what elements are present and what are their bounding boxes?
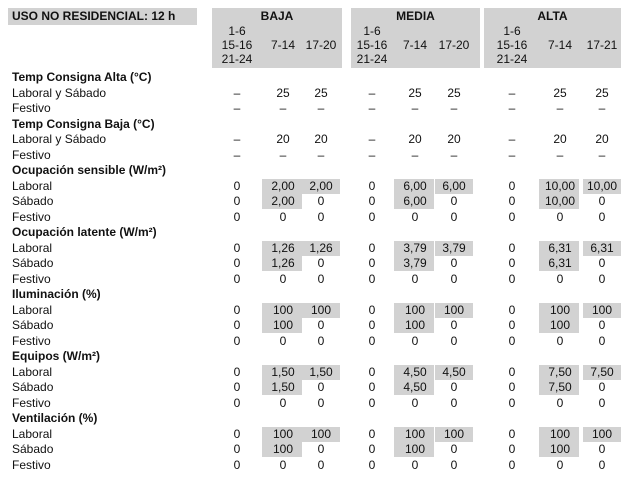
table-cell: 0	[317, 194, 325, 208]
table-cell: 7,50	[548, 364, 572, 379]
table-cell: –	[450, 147, 458, 162]
table-cell: –	[233, 147, 241, 162]
table-cell: –	[556, 101, 564, 115]
period-header: 1-6 15-16 21-24	[496, 24, 528, 66]
table-cell: 0	[368, 302, 376, 317]
table-cell: –	[233, 101, 241, 115]
table-cell: 0	[598, 457, 606, 472]
row-label: Festivo	[12, 457, 51, 472]
table-cell: 0	[368, 240, 376, 255]
table-cell: 0	[233, 364, 241, 379]
table-cell: 100	[549, 442, 571, 456]
section-title: Iluminación (%)	[12, 287, 101, 301]
table-cell: 100	[272, 318, 294, 332]
table-cell: 0	[233, 194, 241, 208]
table-cell: 25	[408, 85, 422, 100]
table-cell: 0	[317, 333, 325, 348]
row-label: Sábado	[12, 194, 54, 208]
table-cell: 0	[450, 194, 458, 208]
group-header-label: ALTA	[537, 9, 568, 23]
row-label: Sábado	[12, 442, 54, 456]
row-label: Laboral	[12, 240, 53, 255]
table-cell: –	[508, 85, 516, 100]
table-cell: 10,00	[544, 178, 576, 193]
table-cell: 1,26	[309, 240, 333, 255]
table-cell: 25	[276, 85, 290, 100]
section-title: Ocupación latente (W/m²)	[12, 225, 157, 239]
table-cell: 0	[450, 271, 458, 286]
row-label: Festivo	[12, 271, 51, 286]
table-cell: 100	[404, 302, 426, 317]
row-label: Laboral y Sábado	[12, 132, 107, 146]
table-cell: 100	[310, 302, 332, 317]
table-cell: 100	[272, 426, 294, 441]
table-cell: 0	[508, 178, 516, 193]
table-cell: 0	[233, 178, 241, 193]
row-label: Sábado	[12, 380, 54, 394]
table-cell: 0	[411, 333, 419, 348]
table-cell: 0	[317, 395, 325, 410]
table-cell: 100	[549, 318, 571, 332]
table-cell: 0	[508, 302, 516, 317]
table-cell: 0	[368, 380, 376, 394]
row-label: Laboral	[12, 302, 53, 317]
table-cell: 0	[598, 271, 606, 286]
table-cell: 0	[508, 333, 516, 348]
table-cell: 0	[450, 209, 458, 224]
table-cell: –	[317, 147, 325, 162]
table-cell: 0	[411, 395, 419, 410]
table-cell: 100	[272, 442, 294, 456]
table-cell: 0	[279, 333, 287, 348]
table-cell: 0	[368, 194, 376, 208]
table-cell: 0	[317, 442, 325, 456]
table-cell: 20	[553, 132, 567, 146]
table-cell: 7,50	[590, 364, 614, 379]
table-cell: –	[508, 147, 516, 162]
table-cell: 25	[447, 85, 461, 100]
table-cell: 0	[556, 395, 564, 410]
table-cell: 0	[450, 256, 458, 270]
section-title: Ventilación (%)	[12, 411, 98, 425]
table-cell: 0	[279, 271, 287, 286]
table-cell: 25	[553, 85, 567, 100]
table-cell: 1,50	[271, 380, 295, 394]
table-cell: 10,00	[544, 194, 576, 208]
table-cell: 0	[556, 333, 564, 348]
table-cell: 0	[279, 457, 287, 472]
table-cell: –	[598, 101, 606, 115]
table-cell: 100	[310, 426, 332, 441]
table-cell: 100	[443, 426, 465, 441]
row-label: Laboral	[12, 178, 53, 193]
table-cell: 0	[508, 240, 516, 255]
table-cell: 0	[508, 364, 516, 379]
table-cell: –	[556, 147, 564, 162]
table-cell: 0	[368, 256, 376, 270]
table-cell: 3,79	[403, 240, 427, 255]
table-cell: 0	[598, 209, 606, 224]
table-cell: –	[508, 132, 516, 146]
table-cell: 0	[508, 271, 516, 286]
row-label: Laboral	[12, 364, 53, 379]
table-cell: –	[233, 132, 241, 146]
table-cell: 0	[368, 442, 376, 456]
table-cell: 0	[411, 209, 419, 224]
table-cell: 0	[368, 364, 376, 379]
table-cell: 100	[591, 426, 613, 441]
table-cell: 0	[233, 318, 241, 332]
table-cell: 0	[368, 271, 376, 286]
table-cell: 0	[411, 457, 419, 472]
table-cell: 0	[233, 442, 241, 456]
row-label: Sábado	[12, 256, 54, 270]
table-cell: 0	[368, 426, 376, 441]
table-cell: 100	[404, 318, 426, 332]
table-cell: 0	[508, 395, 516, 410]
table-cell: 20	[408, 132, 422, 146]
group-header-label: MEDIA	[396, 9, 435, 23]
table-cell: 0	[233, 209, 241, 224]
table-cell: 100	[549, 426, 571, 441]
period-header: 7-14	[270, 38, 296, 52]
table-cell: 0	[368, 318, 376, 332]
table-cell: 0	[279, 209, 287, 224]
period-header: 7-14	[547, 38, 573, 52]
table-cell: 0	[508, 457, 516, 472]
table-cell: 0	[598, 380, 606, 394]
table-cell: 100	[443, 302, 465, 317]
table-cell: –	[368, 85, 376, 100]
table-cell: 4,50	[403, 380, 427, 394]
table-cell: –	[233, 85, 241, 100]
section-title: Temp Consigna Alta (°C)	[12, 70, 152, 84]
table-cell: 0	[317, 380, 325, 394]
table-cell: 20	[447, 132, 461, 146]
table-cell: 0	[598, 194, 606, 208]
table-cell: 100	[404, 442, 426, 456]
table-cell: 0	[508, 194, 516, 208]
table-cell: 4,50	[403, 364, 427, 379]
table-cell: 25	[314, 85, 328, 100]
table-cell: 0	[508, 209, 516, 224]
table-cell: 6,00	[403, 178, 427, 193]
table-cell: –	[598, 147, 606, 162]
table-cell: 0	[233, 256, 241, 270]
table-cell: –	[450, 101, 458, 115]
period-header: 17-20	[438, 38, 470, 52]
row-label: Festivo	[12, 101, 51, 115]
table-cell: –	[508, 101, 516, 115]
table-cell: –	[279, 101, 287, 115]
table-cell: 0	[508, 380, 516, 394]
period-header: 1-6 15-16 21-24	[356, 24, 388, 66]
table-cell: 2,00	[271, 178, 295, 193]
table-cell: 0	[279, 395, 287, 410]
table-cell: 7,50	[548, 380, 572, 394]
section-title: Ocupación sensible (W/m²)	[12, 163, 167, 177]
period-header: 7-14	[402, 38, 428, 52]
group-header-label: BAJA	[260, 9, 294, 23]
table-cell: –	[368, 101, 376, 115]
table-cell: 0	[368, 178, 376, 193]
table-cell: 6,31	[590, 240, 614, 255]
row-label: Festivo	[12, 333, 51, 348]
table-cell: 100	[272, 302, 294, 317]
table-cell: 6,00	[442, 178, 466, 193]
table-cell: 0	[556, 271, 564, 286]
table-cell: –	[368, 147, 376, 162]
table-cell: 0	[317, 318, 325, 332]
row-label: Festivo	[12, 209, 51, 224]
table-cell: 0	[368, 209, 376, 224]
table-cell: 10,00	[586, 178, 618, 193]
table-cell: 0	[556, 209, 564, 224]
table-cell: 0	[233, 302, 241, 317]
table-cell: 100	[549, 302, 571, 317]
table-cell: –	[279, 147, 287, 162]
table-cell: 2,00	[271, 194, 295, 208]
row-label: Festivo	[12, 147, 51, 162]
table-cell: 0	[368, 333, 376, 348]
table-cell: 0	[317, 271, 325, 286]
table-cell: 0	[450, 380, 458, 394]
table-cell: 20	[595, 132, 609, 146]
table-cell: 0	[368, 457, 376, 472]
section-title: Equipos (W/m²)	[12, 349, 100, 363]
period-header: 1-6 15-16 21-24	[221, 24, 253, 66]
table-cell: –	[368, 132, 376, 146]
table-cell: 0	[450, 318, 458, 332]
table-cell: 0	[317, 256, 325, 270]
period-header: 17-20	[305, 38, 337, 52]
table-cell: –	[317, 101, 325, 115]
table-cell: 0	[233, 426, 241, 441]
table-cell: 0	[233, 333, 241, 348]
row-label: Laboral y Sábado	[12, 85, 107, 100]
table-cell: 0	[450, 395, 458, 410]
table-cell: 0	[233, 457, 241, 472]
table-cell: 1,26	[271, 240, 295, 255]
row-label: Festivo	[12, 395, 51, 410]
table-cell: 0	[598, 256, 606, 270]
table-cell: 0	[598, 442, 606, 456]
table-cell: 25	[595, 85, 609, 100]
table-cell: 0	[450, 457, 458, 472]
table-cell: 6,31	[548, 256, 572, 270]
table-cell: 20	[314, 132, 328, 146]
table-cell: 0	[508, 426, 516, 441]
table-cell: 1,50	[271, 364, 295, 379]
table-cell: 100	[591, 302, 613, 317]
table-cell: 0	[598, 318, 606, 332]
table-cell: 0	[317, 457, 325, 472]
table-cell: 6,31	[548, 240, 572, 255]
section-title: Temp Consigna Baja (°C)	[12, 116, 155, 131]
row-label: Laboral	[12, 426, 53, 441]
table-cell: 2,00	[309, 178, 333, 193]
table-cell: 0	[411, 271, 419, 286]
table-cell: 6,00	[403, 194, 427, 208]
table-cell: 0	[233, 395, 241, 410]
table-cell: 4,50	[442, 364, 466, 379]
table-cell: 3,79	[442, 240, 466, 255]
table-cell: 0	[508, 256, 516, 270]
table-cell: 3,79	[403, 256, 427, 270]
table-cell: 0	[508, 318, 516, 332]
table-cell: 0	[368, 395, 376, 410]
table-cell: 0	[556, 457, 564, 472]
table-cell: 0	[598, 395, 606, 410]
table-cell: 1,50	[309, 364, 333, 379]
table-title: USO NO RESIDENCIAL: 12 h	[12, 9, 176, 23]
table-cell: 0	[233, 240, 241, 255]
table-cell: 0	[317, 209, 325, 224]
table-cell: 1,26	[271, 256, 295, 270]
table-cell: –	[411, 101, 419, 115]
table-cell: 0	[450, 333, 458, 348]
table-cell: 0	[450, 442, 458, 456]
period-header: 17-21	[586, 38, 618, 52]
table-cell: –	[411, 147, 419, 162]
table-cell: 100	[404, 426, 426, 441]
row-label: Sábado	[12, 318, 54, 332]
table-cell: 0	[508, 442, 516, 456]
table-cell: 0	[233, 380, 241, 394]
table-cell: 0	[233, 271, 241, 286]
table-cell: 0	[598, 333, 606, 348]
table-cell: 20	[276, 132, 290, 146]
